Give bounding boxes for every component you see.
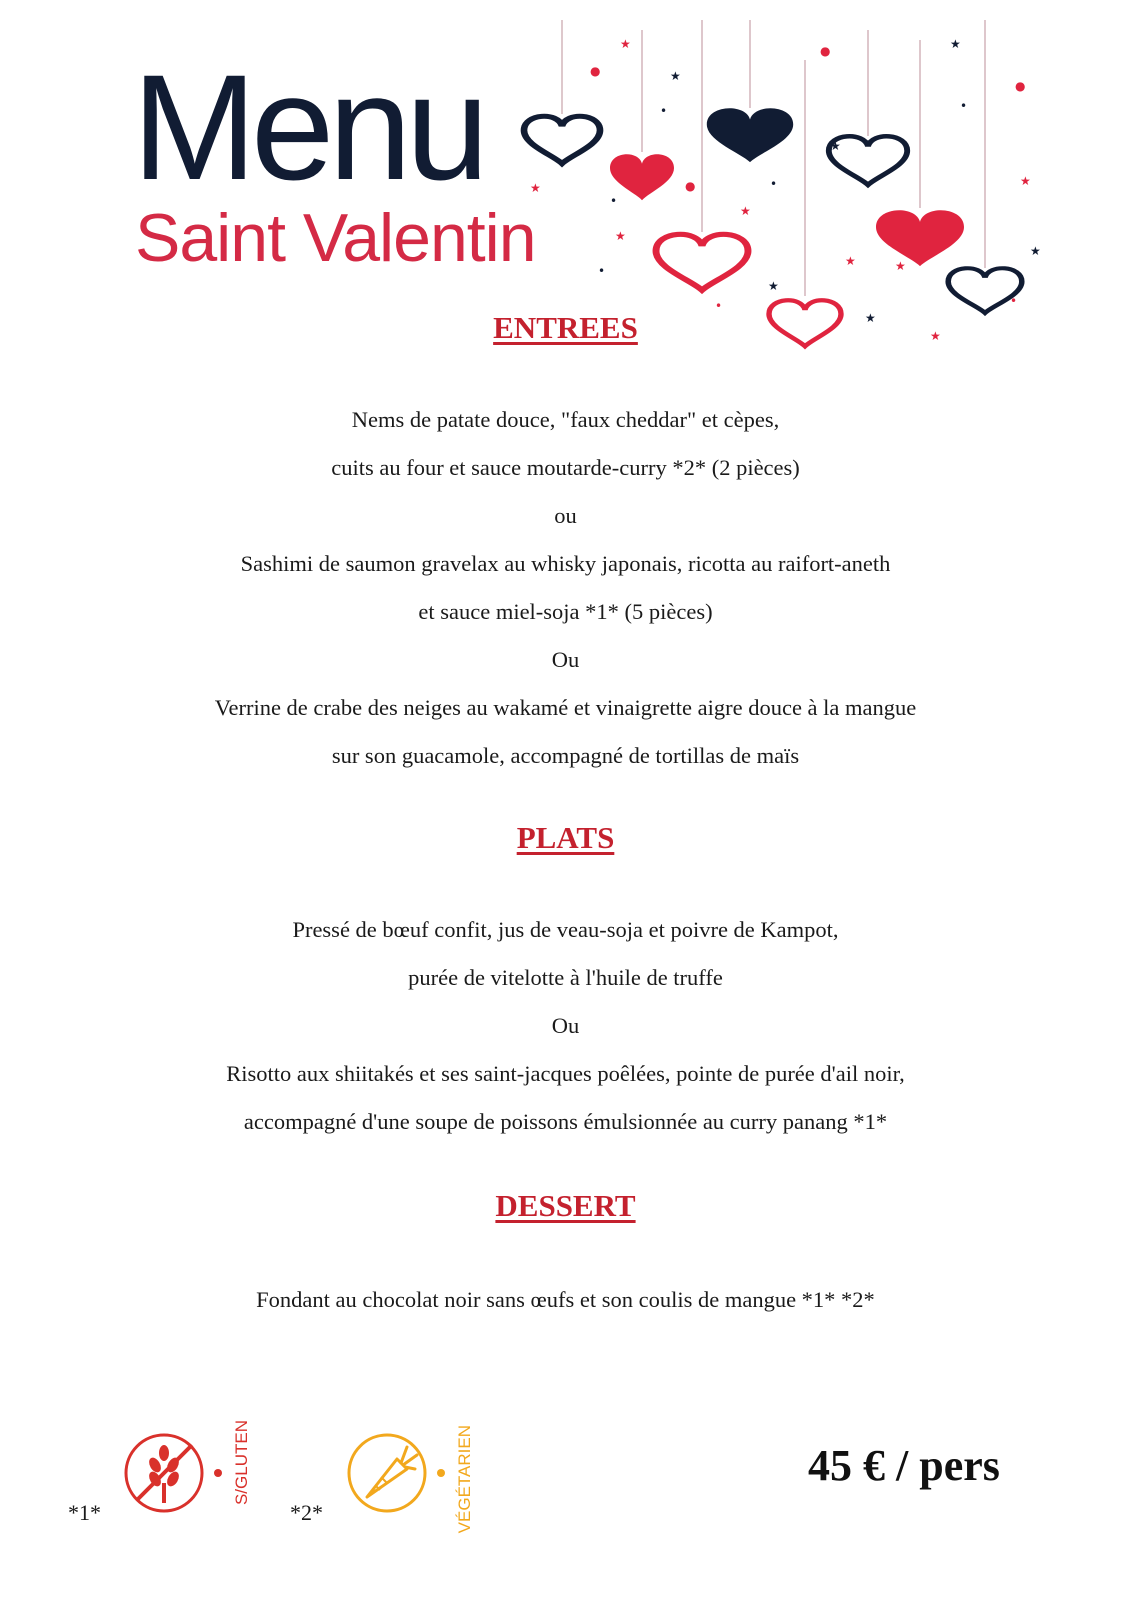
entrees-line: Ou — [551, 647, 580, 672]
svg-text:•: • — [960, 99, 968, 113]
vegetarian-label: VÉGÉTARIEN — [455, 1425, 474, 1534]
vegetarian-marker: *2* — [290, 1500, 323, 1525]
section-title-dessert: DESSERT — [495, 1188, 636, 1223]
plats-list — [0, 906, 1131, 1146]
gluten-free-label: S/GLUTEN — [232, 1420, 251, 1506]
heart-outline-navy-1-icon — [524, 116, 600, 163]
gluten-free-marker: *1* — [68, 1500, 101, 1525]
svg-text:•: • — [610, 194, 618, 208]
entrees-line: cuits au four et sauce moutarde-curry *2* (2 pièces) — [331, 455, 800, 480]
entrees-list — [0, 396, 1131, 780]
svg-text:★: ★ — [895, 259, 906, 273]
svg-text:★: ★ — [530, 181, 541, 195]
dessert-list — [0, 1276, 1131, 1324]
svg-text:★: ★ — [768, 279, 779, 293]
svg-text:●: ● — [685, 179, 696, 193]
svg-text:•: • — [715, 299, 723, 313]
svg-text:●: ● — [590, 64, 601, 78]
entrees-line: et sauce miel-soja *1* (5 pièces) — [418, 599, 713, 624]
svg-text:★: ★ — [845, 254, 856, 268]
svg-text:•: • — [1010, 294, 1018, 308]
dessert-line: Fondant au chocolat noir sans œufs et son coulis de mangue *1* *2* — [256, 1287, 875, 1312]
plats-line: Pressé de bœuf confit, jus de veau-soja et poivre de Kampot, — [292, 917, 839, 942]
entrees-line: Sashimi de saumon gravelax au whisky japonais, ricotta au raifort-aneth — [240, 551, 891, 576]
plats-line: Risotto aux shiitakés et ses saint-jacques poêlées, pointe de purée d'ail noir, — [226, 1061, 905, 1086]
section-title-entrees: ENTREES — [493, 310, 638, 345]
svg-text:★: ★ — [930, 329, 941, 343]
no-gluten-icon — [122, 1425, 232, 1525]
svg-text:★: ★ — [670, 69, 681, 83]
svg-text:•: • — [770, 177, 778, 191]
stars-decoration — [530, 37, 1041, 343]
svg-text:★: ★ — [740, 204, 751, 218]
svg-text:★: ★ — [830, 139, 841, 153]
svg-text:●: ● — [820, 44, 831, 58]
entrees-line: Nems de patate douce, "faux cheddar" et cèpes, — [351, 407, 780, 432]
svg-text:★: ★ — [1030, 244, 1041, 258]
heart-solid-red-1-icon — [610, 154, 674, 200]
svg-text:★: ★ — [950, 37, 961, 51]
entrees-line: sur son guacamole, accompagné de tortillas de maïs — [331, 743, 800, 768]
heart-solid-navy-icon — [707, 108, 793, 162]
svg-text:★: ★ — [620, 37, 631, 51]
svg-text:★: ★ — [865, 311, 876, 325]
section-title-plats: PLATS — [516, 820, 615, 855]
plats-line: Ou — [551, 1013, 580, 1038]
price: 45 € / pers — [808, 1441, 1000, 1490]
plats-line: accompagné d'une soupe de poissons émulsionnée au curry panang *1* — [243, 1109, 888, 1134]
menu-title: Menu — [132, 43, 484, 211]
svg-text:•: • — [598, 264, 606, 278]
entrees-line: ou — [554, 503, 577, 528]
svg-text:★: ★ — [615, 229, 626, 243]
heart-solid-red-2-icon — [876, 210, 964, 266]
carrot-icon — [345, 1425, 455, 1525]
svg-text:●: ● — [1015, 79, 1026, 93]
menu-subtitle: Saint Valentin — [135, 200, 536, 276]
hanging-hearts-decoration — [500, 20, 1080, 360]
entrees-line: Verrine de crabe des neiges au wakamé et vinaigrette aigre douce à la mangue — [214, 695, 917, 720]
svg-text:•: • — [660, 104, 668, 118]
svg-text:★: ★ — [1020, 174, 1031, 188]
heart-outline-red-1-icon — [656, 234, 748, 290]
plats-line: purée de vitelotte à l'huile de truffe — [408, 965, 723, 990]
